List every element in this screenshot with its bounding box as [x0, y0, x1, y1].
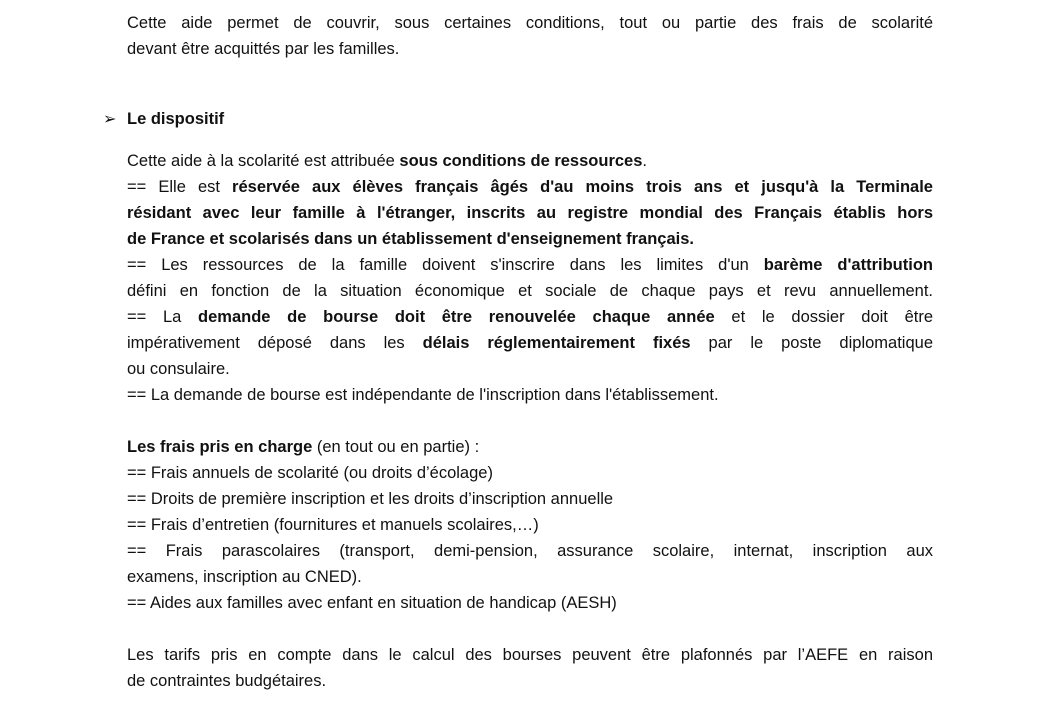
dispositif-line: [127, 148, 933, 174]
text-run: et le dossier doit être: [714, 308, 934, 326]
frais-heading-bold: Les frais pris en charge: [127, 438, 313, 456]
arrow-bullet-icon: ➢: [103, 111, 117, 128]
text-run: == Elle est: [127, 178, 233, 196]
list-item: == Frais parascolaires (transport, demi-pension, assurance scolaire, internat, inscription aux: [127, 542, 933, 560]
text-run-bold: demande de bourse doit être renouvelée chaque année: [198, 308, 715, 326]
text-run-bold: de France et scolarisés dans un établissement d'enseignement français.: [127, 230, 694, 248]
list-item: examens, inscription au CNED).: [127, 568, 362, 586]
text-run: ou consulaire.: [127, 360, 230, 378]
dispositif-line: [127, 330, 933, 356]
dispositif-paragraph: [127, 148, 933, 408]
text-run: == La demande de bourse est indépendante de l'inscription dans l'établissement.: [127, 386, 719, 404]
section-heading: [103, 106, 224, 132]
dispositif-line: [127, 200, 933, 226]
tarifs-paragraph: [127, 642, 933, 694]
list-item: == Frais d’entretien (fournitures et manuels scolaires,…): [127, 516, 539, 534]
text-run: défini en fonction de la situation économique et sociale de chaque pays et revu annuellement.: [127, 282, 933, 300]
text-run-bold: délais réglementairement fixés: [422, 334, 691, 352]
dispositif-line: [127, 226, 933, 252]
intro-line-1: Cette aide permet de couvrir, sous certaines conditions, tout ou partie des frais de scolarité: [127, 14, 933, 32]
frais-heading: [127, 434, 933, 460]
dispositif-line: [127, 356, 933, 382]
dispositif-line: [127, 174, 933, 200]
list-item: == Droits de première inscription et les droits d’inscription annuelle: [127, 490, 614, 508]
text-run: .: [642, 152, 647, 170]
text-run: par le poste diplomatique: [690, 334, 933, 352]
text-run-bold: barème d'attribution: [763, 256, 933, 274]
frais-heading-rest: (en tout ou en partie) :: [312, 438, 480, 456]
dispositif-line: [127, 304, 933, 330]
text-run: Cette aide à la scolarité est attribuée: [127, 152, 400, 170]
dispositif-line: [127, 278, 933, 304]
text-run-bold: résidant avec leur famille à l'étranger, inscrits au registre mondial des Français établis hors: [127, 204, 933, 222]
list-item: == Aides aux familles avec enfant en situation de handicap (AESH): [127, 594, 617, 612]
section-title: Le dispositif: [127, 110, 225, 128]
tarifs-line-2: de contraintes budgétaires.: [127, 672, 327, 690]
text-run: impérativement déposé dans les: [127, 334, 423, 352]
text-run: == La: [127, 308, 199, 326]
text-run-bold: sous conditions de ressources: [399, 152, 643, 170]
tarifs-line-1: Les tarifs pris en compte dans le calcul des bourses peuvent être plafonnés par l’AEFE en raison: [127, 646, 933, 664]
intro-paragraph: [127, 10, 933, 62]
dispositif-line: [127, 252, 933, 278]
intro-line-2: devant être acquittés par les familles.: [127, 40, 400, 58]
list-item: == Frais annuels de scolarité (ou droits d’écolage): [127, 464, 493, 482]
frais-section: [127, 434, 933, 616]
text-run: == Les ressources de la famille doivent s'inscrire dans les limites d'un: [127, 256, 764, 274]
text-run-bold: réservée aux élèves français âgés d'au moins trois ans et jusqu'à la Terminale: [232, 178, 933, 196]
dispositif-line: [127, 382, 933, 408]
